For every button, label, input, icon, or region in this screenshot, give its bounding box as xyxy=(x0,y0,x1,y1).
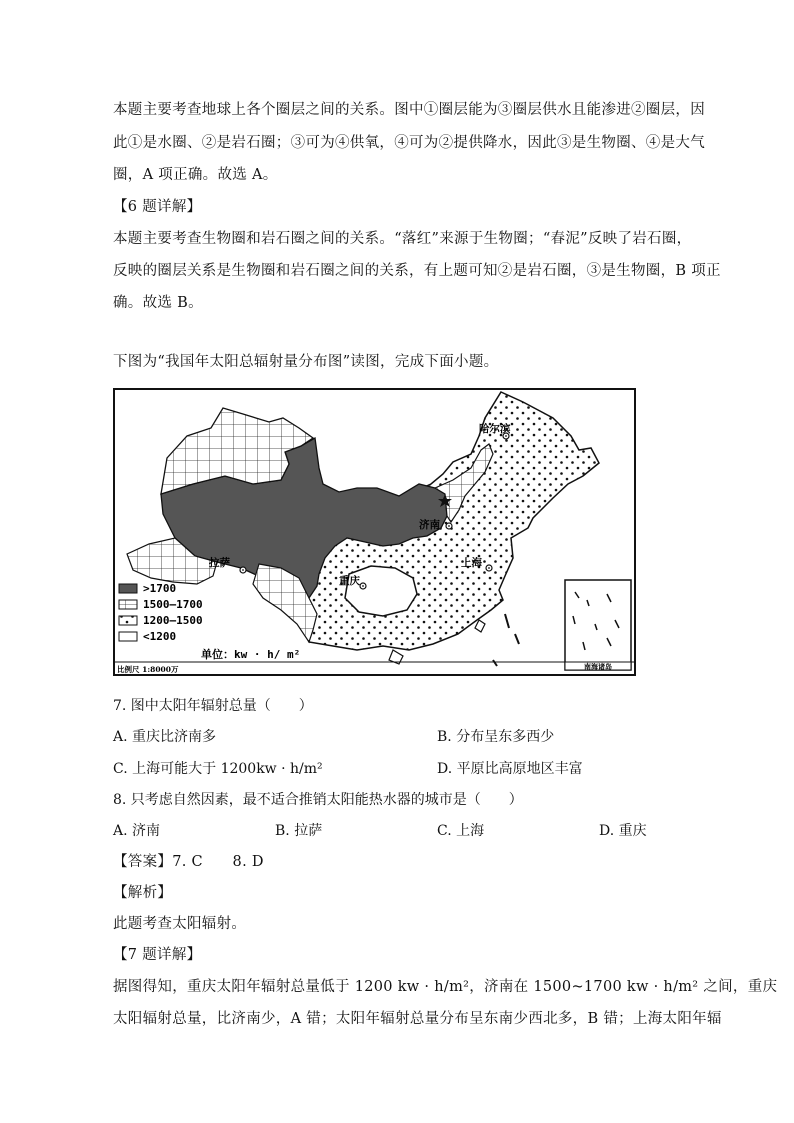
city-label-lhasa: 拉萨 xyxy=(209,557,230,569)
q7-option-d: D. 平原比高原地区丰富 xyxy=(437,761,583,777)
figure-intro: 下图为“我国年太阳总辐射量分布图”读图，完成下面小题。 xyxy=(113,354,499,370)
legend-label-4: <1200 xyxy=(143,630,177,643)
q7-option-b: B. 分布呈东多西少 xyxy=(437,729,555,745)
legend-label-1: >1700 xyxy=(143,582,177,595)
city-label-harbin: 哈尔滨 xyxy=(479,423,511,435)
city-label-chongqing: 重庆 xyxy=(339,575,360,587)
paragraph-line: 据图得知，重庆太阳年辐射总量低于 1200 kw · h/m²，济南在 1500~1700 kw · h/m² 之间，重庆 xyxy=(113,979,778,995)
legend-label-3: 1200—1500 xyxy=(143,614,203,627)
city-label-jinan: 济南 xyxy=(419,519,440,531)
paragraph-line: 圈，A 项正确。故选 A。 xyxy=(113,167,278,183)
paragraph-line: 本题主要考查地球上各个圈层之间的关系。图中①圈层能为③圈层供水且能渗进②圈层，因 xyxy=(113,102,705,118)
q7-stem: 7. 图中太阳年辐射总量（ ） xyxy=(113,698,313,714)
paragraph-line: 确。故选 B。 xyxy=(113,295,203,311)
section-heading-q7: 【7 题详解】 xyxy=(113,947,202,963)
analysis-heading: 【解析】 xyxy=(113,885,173,901)
legend-label-2: 1500—1700 xyxy=(143,598,203,611)
answer-line: 【答案】7. C 8. D xyxy=(113,854,264,870)
q8-option-b: B. 拉萨 xyxy=(275,823,323,839)
q7-option-a: A. 重庆比济南多 xyxy=(113,729,217,745)
q8-option-c: C. 上海 xyxy=(437,823,485,839)
section-heading-q6: 【6 题详解】 xyxy=(113,199,202,215)
q8-option-a: A. 济南 xyxy=(113,823,161,839)
south-china-sea-inset xyxy=(565,580,631,671)
paragraph-line: 本题主要考查生物圈和岩石圈之间的关系。“落红”来源于生物圈；“春泥”反映了岩石圈， xyxy=(113,231,692,247)
q7-option-c: C. 上海可能大于 1200kw · h/m² xyxy=(113,761,323,777)
city-label-shanghai: 上海 xyxy=(461,557,482,569)
solar-radiation-map xyxy=(113,388,636,676)
region-under-1200 xyxy=(345,566,417,616)
analysis-body: 此题考查太阳辐射。 xyxy=(113,916,247,932)
map-unit: 单位：kw · h/ m² xyxy=(201,648,301,661)
map-scale: 比例尺 1:8000万 xyxy=(117,665,179,674)
paragraph-line: 反映的圈层关系是生物圈和岩石圈之间的关系，有上题可知②是岩石圈，③是生物圈，B 项正 xyxy=(113,263,721,279)
paragraph-line: 太阳辐射总量，比济南少，A 错；太阳年辐射总量分布呈东南少西北多，B 错；上海太阳年辐 xyxy=(113,1011,722,1027)
inset-label: 南海诸岛 xyxy=(584,662,612,671)
q8-stem: 8. 只考虑自然因素，最不适合推销太阳能热水器的城市是（ ） xyxy=(113,792,523,808)
q8-option-d: D. 重庆 xyxy=(599,823,647,839)
paragraph-line: 此①是水圈、②是岩石圈；③可为④供氧，④可为②提供降水，因此③是生物圈、④是大气 xyxy=(113,135,705,151)
